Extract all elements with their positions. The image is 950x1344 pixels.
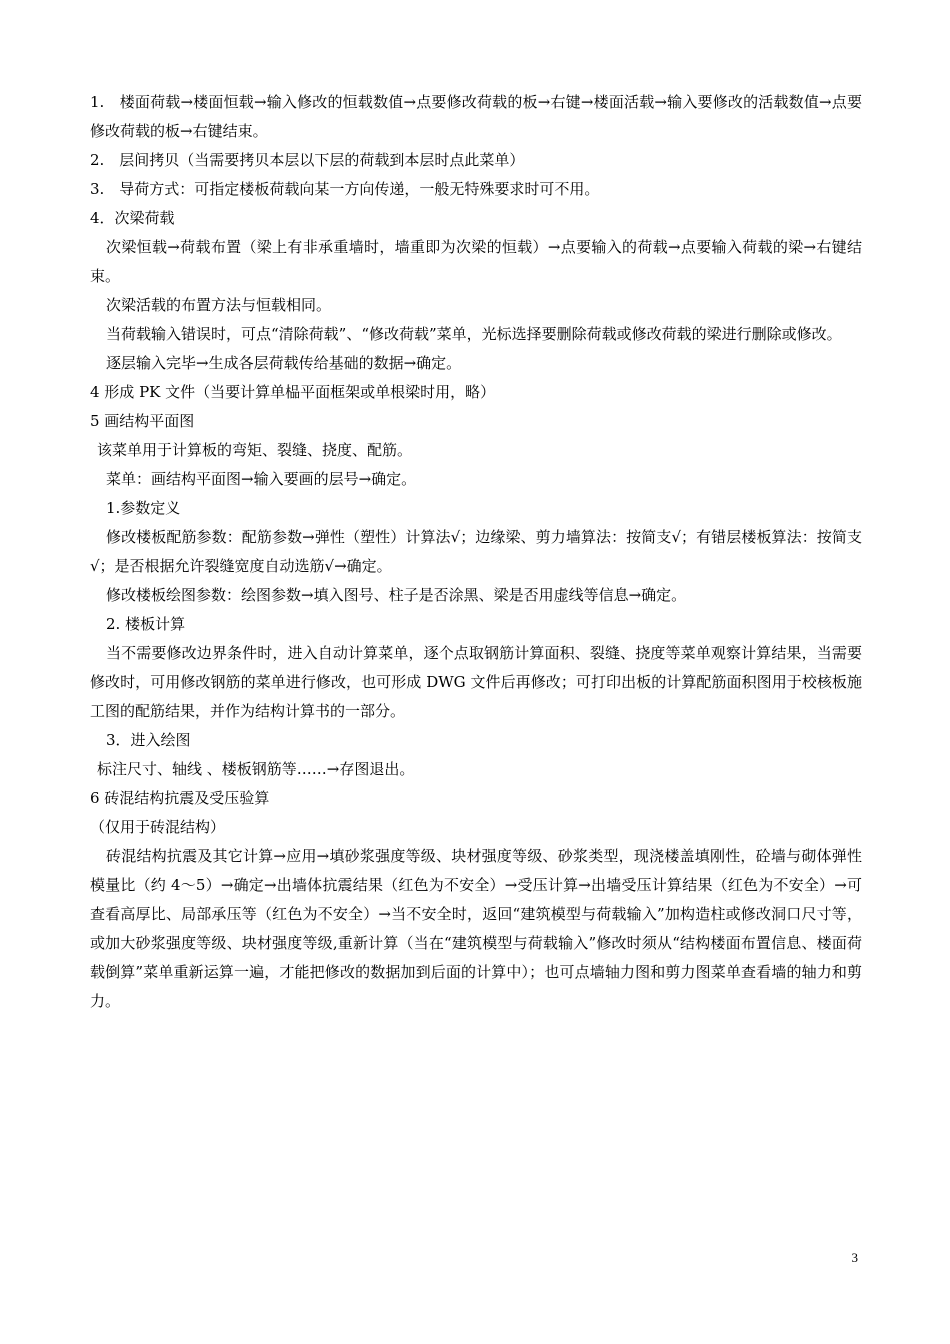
heading-pk-file: 4 形成 PK 文件（当要计算单榀平面框架或单根梁时用，略） xyxy=(90,383,496,401)
heading-masonry-check: 6 砖混结构抗震及受压验算 xyxy=(90,789,270,807)
paragraph-secondary-live-load: 次梁活载的布置方法与恒载相同。 xyxy=(106,296,332,314)
heading-parameter-definition: 1.参数定义 xyxy=(106,499,181,517)
paragraph-floor-load: 1. 楼面荷载→楼面恒载→输入修改的恒载数值→点要修改荷载的板→右键→楼面活载→输入要修改的活载数值→点要修改荷载的板→右键结束。 xyxy=(90,93,862,140)
paragraph-slab-calculation: 当不需要修改边界条件时，进入自动计算菜单，逐个点取钢筋计算面积、裂缝、挠度等菜单观察计算结果，当需要修改时，可用修改钢筋的菜单进行修改，也可形成 DWG 文件后再修改；可打印出板的计算配筋面积图用于校核板施工图的配筋结果，并作为结构计算书的一部分。 xyxy=(90,644,862,720)
paragraph-annotate: 标注尺寸、轴线 、楼板钢筋等……→存图退出。 xyxy=(97,760,415,778)
heading-secondary-beam-load: 4．次梁荷载 xyxy=(90,209,175,227)
heading-structure-plan: 5 画结构平面图 xyxy=(90,412,195,430)
paragraph-drawing-params: 修改楼板绘图参数：绘图参数→填入图号、柱子是否涂黑、梁是否用虚线等信息→确定。 xyxy=(106,586,687,604)
document-body xyxy=(90,88,862,1016)
paragraph-load-error: 当荷载输入错误时，可点“清除荷载”、“修改荷载”菜单，光标选择要删除荷载或修改荷载的梁进行删除或修改。 xyxy=(106,325,842,343)
paragraph-load-transfer: 3. 导荷方式：可指定楼板荷载向某一方向传递，一般无特殊要求时可不用。 xyxy=(90,180,600,198)
heading-slab-calculation: 2. 楼板计算 xyxy=(106,615,186,633)
paragraph-input-complete: 逐层输入完毕→生成各层荷载传给基础的数据→确定。 xyxy=(106,354,462,372)
paragraph-layer-copy: 2. 层间拷贝（当需要拷贝本层以下层的荷载到本层时点此菜单） xyxy=(90,151,525,169)
paragraph-masonry-only: （仅用于砖混结构） xyxy=(90,818,226,836)
paragraph-masonry-steps: 砖混结构抗震及其它计算→应用→填砂浆强度等级、块材强度等级、砂浆类型，现浇楼盖填刚性，砼墙与砌体弹性模量比（约 4～5）→确定→出墙体抗震结果（红色为不安全）→受压计算→出墙受压计算结果（红色为不安全）→可查看高厚比、局部承压等（红色为不安全）→当不安全时，返回“建筑模型与荷载输入”加构造柱或修改洞口尺寸等，或加大砂浆强度等级、块材强度等级,重新计算（当在“建筑模型与荷载输入”修改时须从“结构楼面布置信息、楼面荷载倒算”菜单重新运算一遍，才能把修改的数据加到后面的计算中）；也可点墙轴力图和剪力图菜单查看墙的轴力和剪力。 xyxy=(90,847,862,1010)
heading-enter-drawing: 3．进入绘图 xyxy=(106,731,191,749)
paragraph-menu-purpose: 该菜单用于计算板的弯矩、裂缝、挠度、配筋。 xyxy=(97,441,413,459)
paragraph-menu-steps: 菜单：画结构平面图→输入要画的层号→确定。 xyxy=(106,470,417,488)
paragraph-secondary-dead-load: 次梁恒载→荷载布置（梁上有非承重墙时，墙重即为次梁的恒载）→点要输入的荷载→点要输入荷载的梁→右键结束。 xyxy=(90,238,862,285)
paragraph-reinforcement-params: 修改楼板配筋参数：配筋参数→弹性（塑性）计算法√；边缘梁、剪力墙算法：按简支√；有错层楼板算法：按简支√；是否根据允许裂缝宽度自动选筋√→确定。 xyxy=(90,528,862,575)
page-number: 3 xyxy=(851,1250,858,1265)
